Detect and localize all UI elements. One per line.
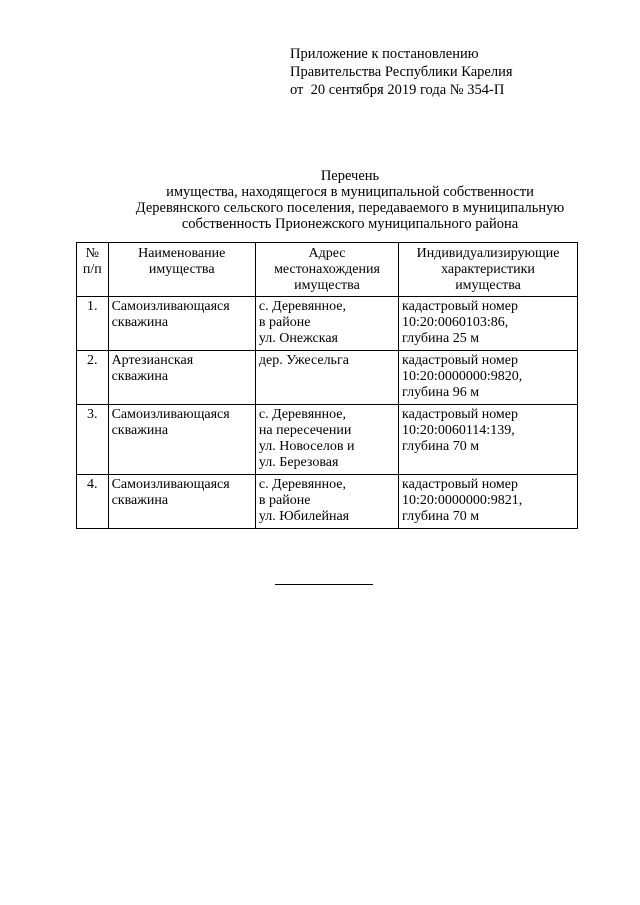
row-name: [108, 475, 255, 529]
cell-text: Самоизливающаяся: [111, 299, 230, 314]
cell-text: в районе: [258, 493, 311, 508]
row-name: [108, 405, 255, 475]
appendix-line: Правительства Республики Карелия: [290, 64, 513, 80]
cell-text: ул. Новоселов и: [258, 439, 355, 454]
row-characteristics: [399, 351, 578, 405]
header-text: местонахождения: [274, 262, 380, 277]
title-line: собственность Прионежского муниципального района: [181, 216, 519, 232]
header-address: [255, 243, 398, 297]
cell-text: скважина: [111, 493, 169, 508]
header-characteristics: [399, 243, 578, 297]
cell-text: с. Деревянное,: [258, 407, 347, 422]
header-text: характеристики: [441, 262, 535, 277]
cell-text: ул. Березовая: [258, 455, 339, 470]
header-text: имущества: [455, 278, 521, 293]
table-row: [77, 351, 578, 405]
cell-text: с. Деревянное,: [258, 477, 347, 492]
row-characteristics: [399, 297, 578, 351]
appendix-line: от 20 сентября 2019 года № 354-П: [290, 82, 505, 98]
table-row: [77, 475, 578, 529]
cell-text: ул. Юбилейная: [258, 509, 350, 524]
cell-text: на пересечении: [258, 423, 352, 438]
cell-text: глубина 25 м: [402, 331, 480, 346]
cell-text: скважина: [111, 423, 169, 438]
cell-text: кадастровый номер: [402, 299, 518, 314]
row-name: [108, 351, 255, 405]
header-name: [108, 243, 255, 297]
row-characteristics: [399, 405, 578, 475]
table-header-row: [77, 243, 578, 297]
header-text: Индивидуализирующие: [416, 246, 560, 261]
cell-text: Самоизливающаяся: [111, 477, 230, 492]
cell-text: 10:20:0060103:86,: [402, 315, 509, 330]
row-number: 3.: [77, 405, 109, 475]
row-address: [255, 351, 398, 405]
cell-text: глубина 70 м: [402, 509, 480, 524]
cell-text: кадастровый номер: [402, 477, 518, 492]
row-name: [108, 297, 255, 351]
cell-text: дер. Ужесельга: [258, 353, 349, 368]
row-number: 4.: [77, 475, 109, 529]
row-address: [255, 297, 398, 351]
cell-text: 10:20:0060114:139,: [402, 423, 515, 438]
cell-text: с. Деревянное,: [258, 299, 347, 314]
cell-text: скважина: [111, 369, 169, 384]
row-address: [255, 475, 398, 529]
header-text: имущества: [294, 278, 360, 293]
footer-divider: [275, 584, 373, 585]
cell-text: кадастровый номер: [402, 407, 518, 422]
cell-text: 10:20:0000000:9820,: [402, 369, 523, 384]
header-text: Наименование: [138, 246, 226, 261]
document-title: [60, 168, 640, 232]
header-text: Адрес: [308, 246, 346, 261]
cell-text: ул. Онежская: [258, 331, 338, 346]
header-text: №: [85, 246, 99, 261]
cell-text: Артезианская: [111, 353, 194, 368]
table-row: [77, 405, 578, 475]
cell-text: глубина 96 м: [402, 385, 480, 400]
header-text: имущества: [148, 262, 215, 277]
table-row: [77, 297, 578, 351]
row-characteristics: [399, 475, 578, 529]
appendix-note: [290, 45, 513, 99]
cell-text: Самоизливающаяся: [111, 407, 230, 422]
cell-text: 10:20:0000000:9821,: [402, 493, 523, 508]
property-table: [76, 242, 578, 529]
cell-text: кадастровый номер: [402, 353, 518, 368]
cell-text: скважина: [111, 315, 169, 330]
header-text: п/п: [82, 262, 102, 277]
row-number: 2.: [77, 351, 109, 405]
cell-text: в районе: [258, 315, 311, 330]
title-line: Перечень: [320, 168, 380, 184]
header-number: [77, 243, 109, 297]
cell-text: глубина 70 м: [402, 439, 480, 454]
title-line: имущества, находящегося в муниципальной собственности: [166, 184, 534, 200]
appendix-line: Приложение к постановлению: [290, 46, 479, 62]
row-number: 1.: [77, 297, 109, 351]
title-line: Деревянского сельского поселения, передаваемого в муниципальную: [135, 200, 565, 216]
row-address: [255, 405, 398, 475]
